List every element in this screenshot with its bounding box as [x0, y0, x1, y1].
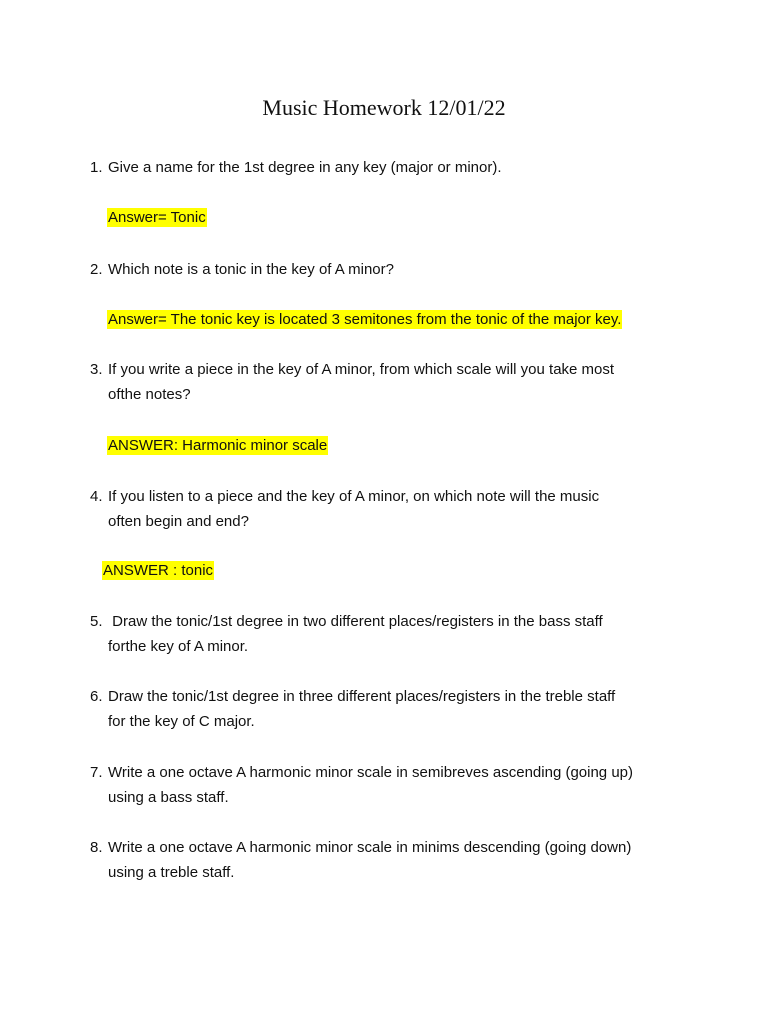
question-4 — [90, 484, 599, 534]
question-text-continued: for the key of C major. — [108, 713, 255, 730]
question-1 — [90, 155, 502, 180]
question-text-continued: ofthe notes? — [108, 386, 191, 403]
question-text: Draw the tonic/1st degree in two different places/registers in the bass staff — [108, 613, 603, 630]
question-8 — [90, 835, 631, 885]
question-6 — [90, 684, 615, 734]
question-3 — [90, 357, 614, 407]
question-text-continued: forthe key of A minor. — [108, 638, 249, 655]
answer-highlight: Answer= Tonic — [108, 209, 206, 226]
question-number: 5. — [90, 613, 103, 630]
answer-highlight: ANSWER: Harmonic minor scale — [108, 437, 328, 454]
answer-1 — [107, 205, 207, 230]
answer-2 — [107, 307, 622, 332]
question-7 — [90, 760, 633, 810]
question-5 — [90, 609, 603, 659]
question-number: 1. — [90, 159, 103, 176]
question-text-continued: using a bass staff. — [108, 789, 229, 806]
question-number: 6. — [90, 688, 103, 705]
question-text-continued: often begin and end? — [108, 513, 249, 530]
question-text-continued: using a treble staff. — [108, 864, 235, 881]
question-number: 4. — [90, 488, 103, 505]
question-text: If you write a piece in the key of A minor, from which scale will you take most — [108, 361, 615, 378]
question-text: Which note is a tonic in the key of A minor? — [108, 261, 394, 278]
answer-highlight: Answer= The tonic key is located 3 semitones from the tonic of the major key. — [108, 311, 622, 328]
answer-4 — [102, 558, 214, 583]
question-2 — [90, 257, 394, 282]
question-text: Draw the tonic/1st degree in three different places/registers in the treble staff — [108, 688, 616, 705]
question-number: 8. — [90, 839, 103, 856]
question-number: 7. — [90, 764, 103, 781]
answer-3 — [107, 433, 328, 458]
question-number: 2. — [90, 261, 103, 278]
question-text: Write a one octave A harmonic minor scale in minims descending (going down) — [108, 839, 632, 856]
document-title: Music Homework 12/01/22 — [262, 95, 506, 120]
answer-highlight: ANSWER : tonic — [103, 562, 214, 579]
question-number: 3. — [90, 361, 103, 378]
question-text: Write a one octave A harmonic minor scale in semibreves ascending (going up) — [108, 764, 633, 781]
question-text: Give a name for the 1st degree in any key (major or minor). — [108, 159, 502, 176]
question-text: If you listen to a piece and the key of A minor, on which note will the music — [108, 488, 600, 505]
